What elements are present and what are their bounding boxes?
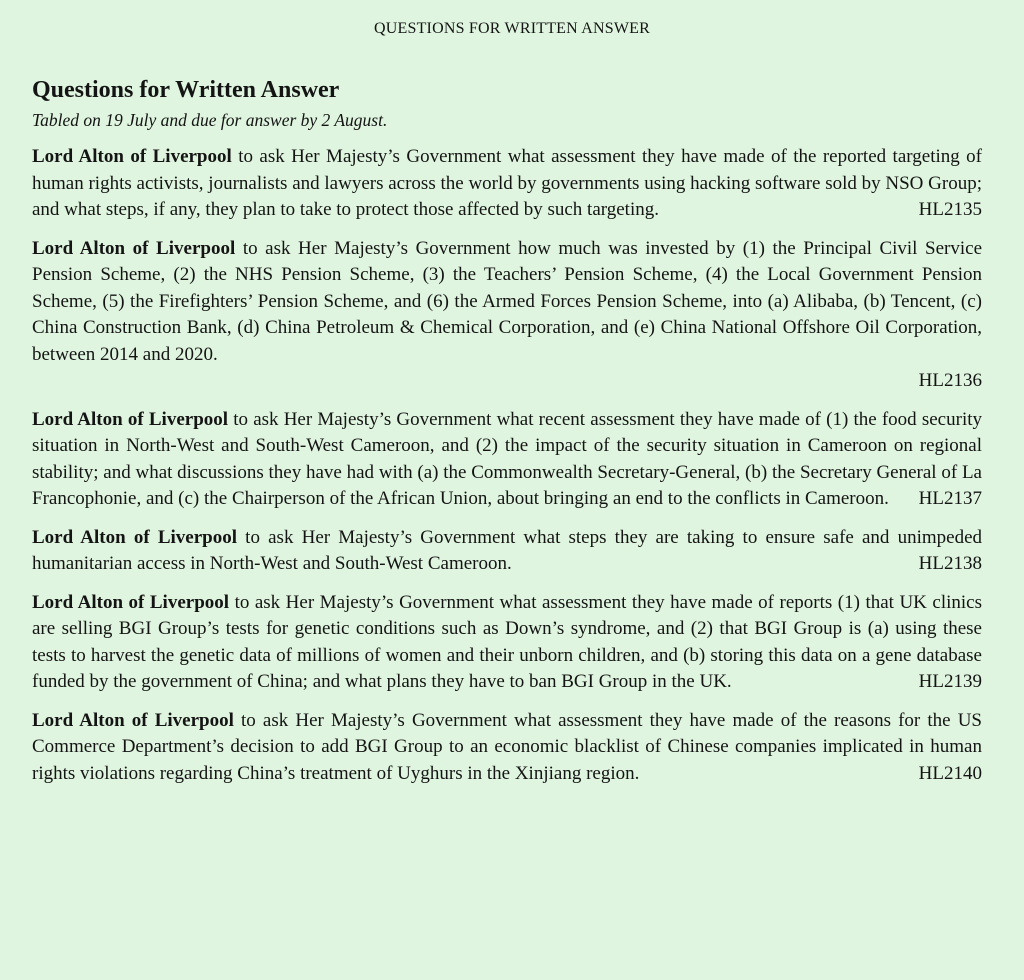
question-member: Lord Alton of Liverpool [32,408,229,430]
question-reference: HL2138 [918,553,982,574]
question-member: Lord Alton of Liverpool [32,709,234,731]
question-text: to ask Her Majesty’s Government what assessment they have made of the reported targeting of human rights activists, journalists and lawyers across the world by governments using hacking software sold by NSO Group; and what steps, if any, they plan to take to protect those affected by such targeting. [32,146,982,220]
running-head: QUESTIONS FOR WRITTEN ANSWER [374,20,650,37]
question-member: Lord Alton of Liverpool [32,237,236,259]
question-item [32,407,982,513]
question-member: Lord Alton of Liverpool [32,526,237,548]
question-reference: HL2139 [918,671,982,692]
question-reference: HL2136 [918,370,982,391]
question-text: to ask Her Majesty’s Government what assessment they have made of the reasons for the US Commerce Department’s decision to add BGI Group to an economic blacklist of Chinese companies implicated in human rights violations regarding China’s treatment of Uyghurs in the Xinjiang region. [32,709,982,784]
tabled-date-line: Tabled on 19 July and due for answer by 2 August. [32,110,388,130]
question-reference: HL2137 [918,488,982,509]
question-text: to ask Her Majesty’s Government what assessment they have made of reports (1) that UK clinics are selling BGI Group’s tests for genetic conditions such as Down’s syndrome, and (2) that BGI Group is (a) using these tests to harvest the genetic data of millions of women and their unborn children, and (b) storing this data on a gene database funded by the government of China; and what plans they have to ban BGI Group in the UK. [32,591,983,692]
question-text: to ask Her Majesty’s Government what steps they are taking to ensure safe and unimpeded humanitarian access in North-West and South-West Cameroon. [32,526,983,574]
question-item [32,590,982,696]
question-item [32,525,982,578]
question-item [32,144,982,224]
question-item [32,236,982,395]
question-text: to ask Her Majesty’s Government how much was invested by (1) the Principal Civil Service Pension Scheme, (2) the NHS Pension Scheme, (3) the Teachers’ Pension Scheme, (4) the Local Government Pension Scheme, (5) the Firefighters’ Pension Scheme, and (6) the Armed Forces Pension Scheme, into (a) Alibaba, (b) Tencent, (c) China Construction Bank, (d) China Petroleum & Chemical Corporation, and (e) China National Offshore Oil Corporation, between 2014 and 2020. [32,237,982,365]
section-title: Questions for Written Answer [32,77,340,103]
question-reference: HL2135 [918,199,982,220]
page-content [32,76,982,799]
question-reference: HL2140 [918,762,982,784]
question-member: Lord Alton of Liverpool [32,146,232,167]
question-item [32,708,982,788]
question-text: to ask Her Majesty’s Government what recent assessment they have made of (1) the food security situation in North-West and South-West Cameroon, and (2) the impact of the security situation in Cameroon on regional stability; and what discussions they have had with (a) the Commonwealth Secretary-General, (b) the Secretary General of La Francophonie, and (c) the Chairperson of the African Union, about bringing an end to the conflicts in Cameroon. [32,408,983,509]
question-member: Lord Alton of Liverpool [32,591,230,613]
